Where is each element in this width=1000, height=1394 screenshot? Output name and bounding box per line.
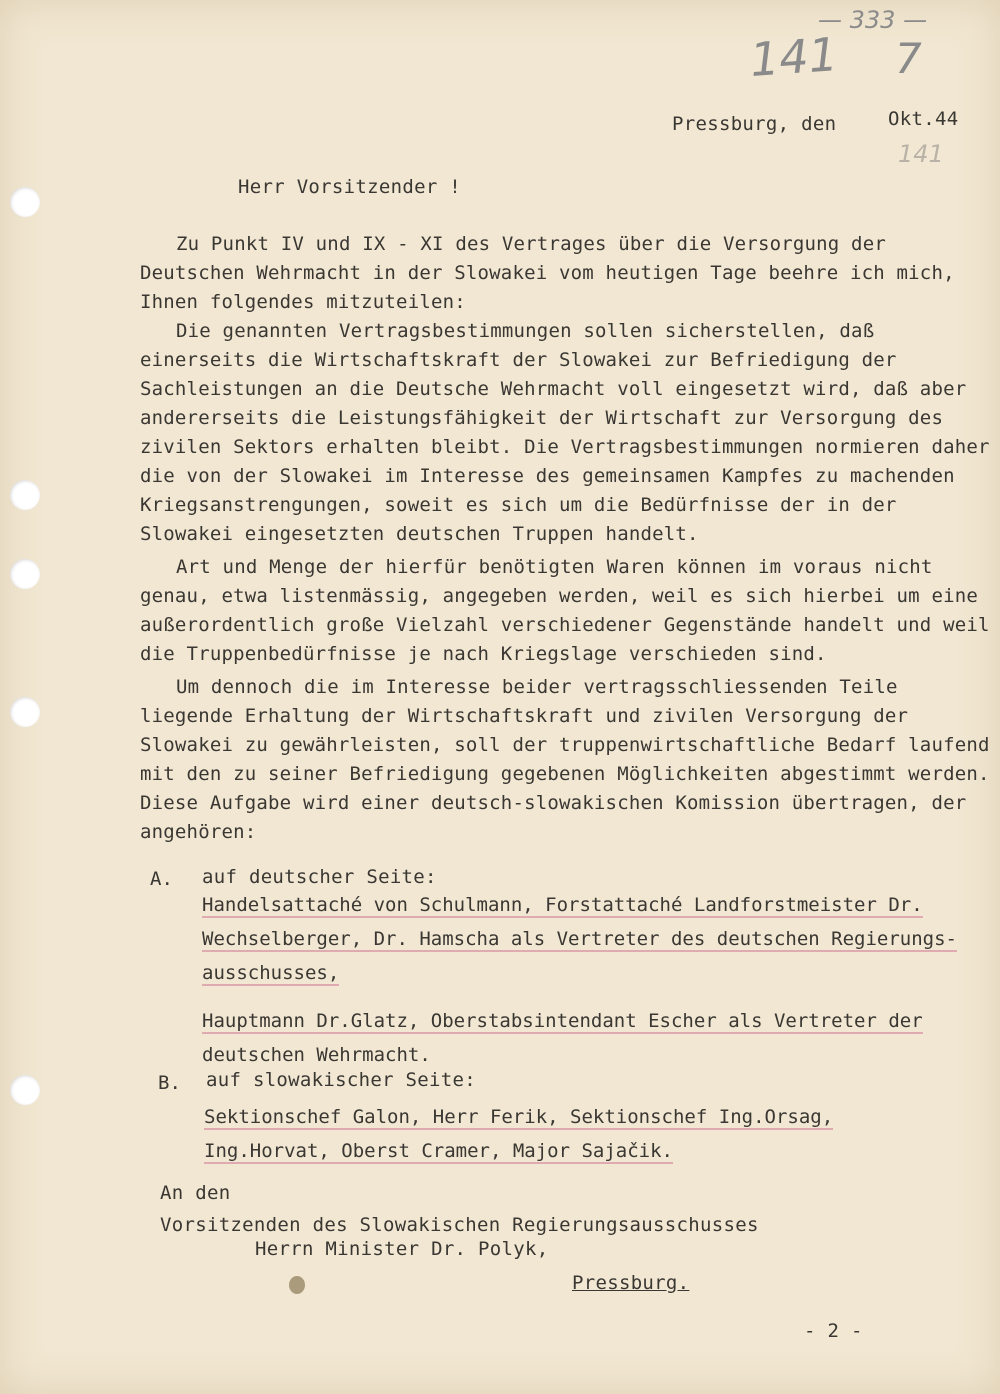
section-a-members bbox=[202, 888, 957, 1072]
salutation: Herr Vorsitzender ! bbox=[238, 176, 462, 198]
address-name: Herrn Minister Dr. Polyk, bbox=[255, 1238, 549, 1260]
place-date: Pressburg, den bbox=[672, 113, 837, 135]
letter-body bbox=[140, 230, 990, 847]
paragraph-2: Die genannten Vertragsbestimmungen sollen sicherstellen, daß einerseits die Wirtschaftskraft der Slowakei zur Befriedigung der Sachleistungen an die Deutsche Wehrmacht voll eingesetzt wird, daß aber andererseits die Leistungsfähigkeit der Wirtschaft zur Versorgung des zivilen Sektors erhalten bleibt. Die Vertragsbestimmungen normieren daher die von der Slowakei im Interesse des gemeinsamen Kampfes zu machenden Kriegsanstrengungen, soweit es sich um die Bedürfnisse der in der Slowakei eingesetzten deutschen Truppen handelt. bbox=[140, 320, 990, 545]
section-b-label: B. bbox=[158, 1072, 181, 1094]
punch-hole bbox=[10, 1075, 40, 1105]
paragraph-1: Zu Punkt IV und IX - XI des Vertrages über die Versorgung der Deutschen Wehrmacht in der Slowakei vom heutigen Tage beehre ich mich, Ihnen folgendes mitzuteilen: bbox=[140, 233, 955, 313]
punch-hole bbox=[10, 480, 40, 510]
section-a-line: ausschusses, bbox=[202, 962, 340, 984]
handwritten-page-number: 141 bbox=[748, 27, 840, 87]
section-a-title: auf deutscher Seite: bbox=[202, 866, 437, 888]
section-b-members bbox=[204, 1100, 833, 1168]
punch-hole bbox=[10, 559, 40, 589]
date-month: Okt.44 bbox=[888, 108, 959, 130]
paragraph-4: Um dennoch die im Interesse beider vertragsschliessenden Teile liegende Erhaltung der Wirtschaftskraft und zivilen Versorgung der Slowakei zu gewährleisten, soll der truppenwirtschaftliche Bedarf laufend mit den zu seiner Befriedigung gegebenen Möglichkeiten abgestimmt werden. Diese Aufgabe wird einer deutsch-slowakischen Komission übertragen, der angehören: bbox=[140, 676, 990, 843]
section-b-line: Ing.Horvat, Oberst Cramer, Major Sajačik. bbox=[204, 1140, 673, 1162]
punch-hole bbox=[10, 187, 40, 217]
address-an-den: An den bbox=[160, 1182, 231, 1204]
section-a-line: deutschen Wehrmacht. bbox=[202, 1044, 431, 1066]
paragraph-3: Art und Menge der hierfür benötigten Waren können im voraus nicht genau, etwa listenmässig, angegeben werden, weil es sich hierbei um eine außerordentlich große Vielzahl verschiedener Gegenstände handelt und weil die Truppenbedürfnisse je nach Kriegslage verschieden sind. bbox=[140, 556, 990, 665]
faint-pencil-number: 141 bbox=[898, 140, 944, 168]
address-recipient: Vorsitzenden des Slowakischen Regierungsausschusses bbox=[160, 1214, 759, 1236]
address-city: Pressburg. bbox=[572, 1272, 690, 1294]
section-a-line: Wechselberger, Dr. Hamscha als Vertreter des deutschen Regierungs- bbox=[202, 928, 957, 950]
handwritten-mark: 7 bbox=[895, 34, 922, 83]
ink-stain bbox=[289, 1276, 305, 1294]
archive-number: — 333 — bbox=[818, 6, 928, 34]
section-b-title: auf slowakischer Seite: bbox=[206, 1069, 476, 1091]
page-number: - 2 - bbox=[804, 1320, 863, 1342]
section-a-label: A. bbox=[150, 868, 173, 890]
section-a-line: Handelsattaché von Schulmann, Forstattaché Landforstmeister Dr. bbox=[202, 894, 923, 916]
section-b-line: Sektionschef Galon, Herr Ferik, Sektionschef Ing.Orsag, bbox=[204, 1106, 834, 1128]
punch-hole bbox=[10, 697, 40, 727]
section-a-line: Hauptmann Dr.Glatz, Oberstabsintendant Escher als Vertreter der bbox=[202, 1010, 923, 1032]
